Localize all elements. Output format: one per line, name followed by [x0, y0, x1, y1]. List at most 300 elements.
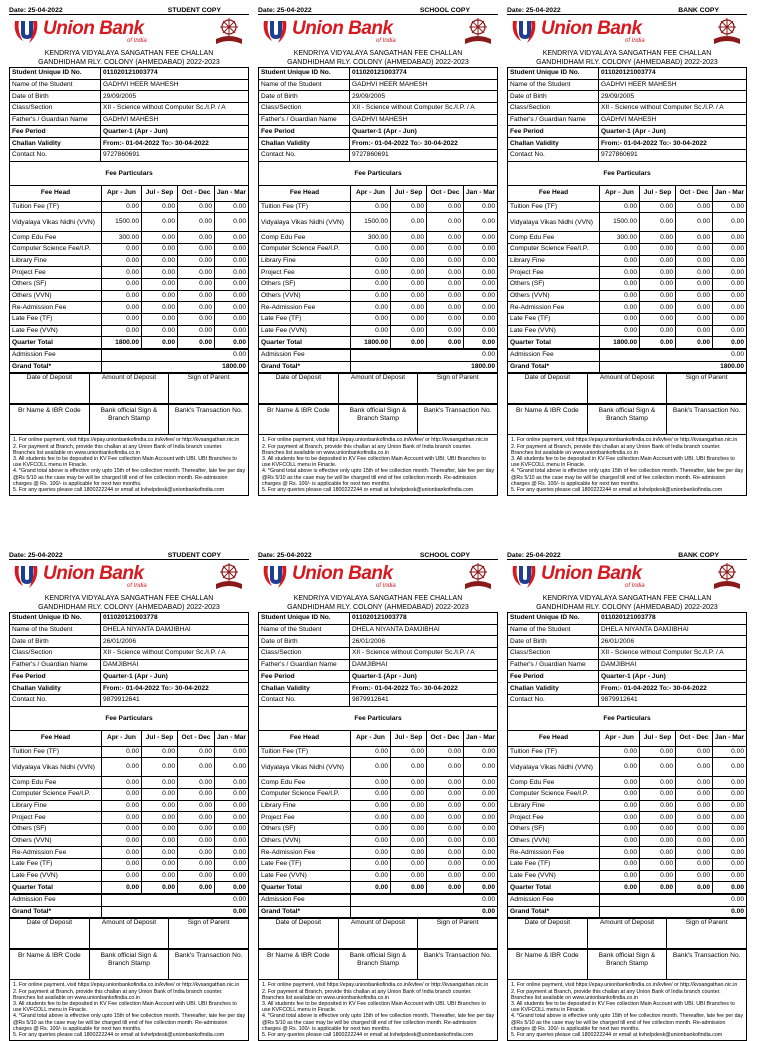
- guardian-value: DAMJIBHAI: [599, 659, 747, 671]
- fee-row: [508, 870, 747, 882]
- fee-amount: 0.00: [351, 314, 391, 326]
- fee-period-label: Fee Period: [10, 126, 101, 138]
- challan-top-line: [507, 551, 747, 560]
- admission-fee-label: Admission Fee: [259, 895, 351, 907]
- fee-table: [258, 185, 498, 350]
- fee-amount: 0.00: [427, 812, 464, 824]
- q4-header: Jan - Mar: [215, 730, 249, 746]
- date-of-deposit-label: Date of Deposit: [259, 919, 339, 949]
- kvs-emblem-icon: [213, 562, 245, 592]
- fee-row: [259, 870, 498, 882]
- fee-amount: 0.00: [391, 812, 427, 824]
- instructions-notes: [507, 435, 747, 496]
- fee-amount: 0.00: [640, 213, 676, 232]
- fee-amount: 0.00: [351, 788, 391, 800]
- grand-total-value: 0.00: [600, 906, 747, 918]
- fee-row: [508, 746, 747, 758]
- fee-head-name: Library Fine: [508, 800, 600, 812]
- header-line-1: KENDRIYA VIDYALAYA SANGATHAN FEE CHALLAN: [542, 50, 712, 57]
- totals-table: [258, 349, 498, 373]
- fee-table-header: [10, 730, 249, 746]
- note-4: 4. *Grand total above is effective only upto 15th of fee collection month. Thereafter, late fee per day @Rs 5/10 as the case may be will be charged till end of fee collection month. Re-admission charges @ Rs. 100/- is applicable for next two months.: [511, 1013, 744, 1032]
- fee-head-name: Late Fee (TF): [10, 859, 102, 871]
- fee-head-header: Fee Head: [10, 185, 102, 201]
- fee-amount: 0.00: [640, 201, 676, 213]
- fee-amount: 0.00: [676, 746, 713, 758]
- fee-head-name: Computer Science Fee/I.P.: [10, 788, 102, 800]
- note-1: 1. For online payment, visit https://epay.unionbankofindia.co.in/kvfee/ or http://kvsangathan.nic.in: [511, 437, 738, 444]
- validity-value: From:- 01-04-2022 To:- 30-04-2022: [101, 683, 249, 695]
- quarter-total-q1: 1800.00: [102, 337, 142, 349]
- header-line-2: GANDHIDHAM RLY. COLONY (AHMEDABAD) 2022-2023: [536, 604, 718, 611]
- fee-amount: 0.00: [713, 290, 747, 302]
- fee-amount: 300.00: [102, 232, 142, 244]
- bank-use-table: [9, 404, 249, 435]
- fee-row: [10, 243, 249, 255]
- fee-amount: 0.00: [142, 800, 178, 812]
- admission-fee-label: Admission Fee: [10, 895, 102, 907]
- fee-head-name: Library Fine: [259, 800, 351, 812]
- fee-amount: 0.00: [351, 278, 391, 290]
- quarter-total-q3: 0.00: [427, 882, 464, 894]
- bank-sign-label: Bank official Sign & Branch Stamp: [89, 405, 169, 435]
- student-info-table: [258, 67, 498, 162]
- fee-amount: 0.00: [600, 788, 640, 800]
- fee-amount: 0.00: [178, 243, 215, 255]
- fee-row: [259, 201, 498, 213]
- fee-row: [508, 777, 747, 789]
- name-label: Name of the Student: [10, 79, 101, 91]
- bank-txn-label: Bank's Transaction No.: [418, 950, 498, 980]
- uid-label: Student Unique ID No.: [10, 68, 101, 80]
- fee-head-header: Fee Head: [508, 185, 600, 201]
- grand-total-value: 1800.00: [600, 361, 747, 373]
- fee-amount: 0.00: [102, 777, 142, 789]
- fee-amount: 0.00: [178, 800, 215, 812]
- fee-row: [259, 255, 498, 267]
- fee-challan: [507, 551, 747, 1041]
- fee-amount: 0.00: [427, 835, 464, 847]
- fee-row: [508, 201, 747, 213]
- contact-value: 9727860691: [101, 149, 249, 161]
- fee-row: [10, 835, 249, 847]
- q2-header: Jul - Sep: [391, 185, 427, 201]
- fee-head-name: Others (SF): [508, 278, 600, 290]
- fee-amount: 0.00: [391, 278, 427, 290]
- fee-amount: 0.00: [351, 823, 391, 835]
- logo-row: [507, 15, 747, 49]
- fee-row: [508, 835, 747, 847]
- q3-header: Oct - Dec: [676, 185, 713, 201]
- bank-name: Union Bank: [43, 18, 144, 39]
- fee-amount: 0.00: [600, 823, 640, 835]
- header-line-1: KENDRIYA VIDYALAYA SANGATHAN FEE CHALLAN: [542, 595, 712, 602]
- fee-period-label: Fee Period: [10, 671, 101, 683]
- fee-row: [508, 800, 747, 812]
- fee-head-name: Vidyalaya Vikas Nidhi (VVN): [10, 213, 102, 232]
- quarter-total-q4: 0.00: [464, 882, 498, 894]
- fee-amount: 0.00: [676, 325, 713, 337]
- fee-amount: 0.00: [713, 278, 747, 290]
- fee-amount: 0.00: [427, 201, 464, 213]
- name-value: GADHVI HEER MAHESH: [350, 79, 498, 91]
- fee-period-label: Fee Period: [508, 126, 599, 138]
- fee-period-value: Quarter-1 (Apr - Jun): [350, 126, 498, 138]
- uid-value: 011020121003778: [350, 613, 498, 625]
- fee-amount: 0.00: [427, 290, 464, 302]
- fee-particulars-heading: Fee Particulars: [258, 162, 498, 185]
- validity-label: Challan Validity: [508, 138, 599, 150]
- fee-table: [507, 185, 747, 350]
- challan-header: [9, 49, 249, 67]
- dob-value: 26/01/2006: [599, 636, 747, 648]
- fee-head-header: Fee Head: [259, 730, 351, 746]
- name-value: GADHVI HEER MAHESH: [599, 79, 747, 91]
- bank-txn-label: Bank's Transaction No.: [169, 950, 249, 980]
- fee-head-name: Tuition Fee (TF): [508, 746, 600, 758]
- dob-label: Date of Birth: [259, 636, 350, 648]
- bank-sub: of India: [376, 583, 396, 589]
- fee-amount: 0.00: [676, 267, 713, 279]
- note-2: 2. For payment at Branch, provide this challan at any Union Bank of India branch counter. Branches list available on www.unionbankofindia.co.in: [511, 988, 721, 1001]
- totals-table: [9, 894, 249, 918]
- fee-amount: 0.00: [142, 758, 178, 777]
- fee-head-name: Comp Edu Fee: [10, 232, 102, 244]
- fee-amount: 0.00: [640, 290, 676, 302]
- fee-amount: 0.00: [464, 800, 498, 812]
- challan-top-line: [9, 551, 249, 560]
- br-name-label: Br Name & IBR Code: [10, 405, 90, 435]
- dob-value: 29/09/2005: [599, 91, 747, 103]
- dob-label: Date of Birth: [10, 636, 101, 648]
- contact-value: 9727860691: [350, 149, 498, 161]
- grand-total-label: Grand Total*: [508, 361, 600, 373]
- fee-amount: 0.00: [391, 290, 427, 302]
- fee-row: [259, 267, 498, 279]
- fee-table: [258, 730, 498, 895]
- fee-head-header: Fee Head: [10, 730, 102, 746]
- note-1: 1. For online payment, visit https://epay.unionbankofindia.co.in/kvfee/ or http://kvsangathan.nic.in: [262, 982, 489, 989]
- fee-head-name: Project Fee: [259, 812, 351, 824]
- fee-amount: 0.00: [142, 788, 178, 800]
- fee-amount: 0.00: [713, 788, 747, 800]
- fee-head-name: Late Fee (TF): [259, 314, 351, 326]
- quarter-total-row: [10, 882, 249, 894]
- class-value: XII - Science without Computer Sc./I.P. / A: [101, 648, 249, 660]
- uid-label: Student Unique ID No.: [508, 68, 599, 80]
- fee-row: [508, 847, 747, 859]
- q3-header: Oct - Dec: [676, 730, 713, 746]
- q2-header: Jul - Sep: [640, 730, 676, 746]
- grand-total-value: 1800.00: [102, 361, 249, 373]
- note-2: 2. For payment at Branch, provide this challan at any Union Bank of India branch counter. Branches list available on www.unionbankofindia.co.in: [13, 988, 223, 1001]
- union-bank-logo-icon: [260, 17, 290, 45]
- fee-head-name: Others (VVN): [10, 290, 102, 302]
- admission-fee-label: Admission Fee: [259, 350, 351, 362]
- fee-amount: 0.00: [676, 859, 713, 871]
- quarter-total-q2: 0.00: [142, 882, 178, 894]
- amount-of-deposit-label: Amount of Deposit: [587, 919, 667, 949]
- challan-header: [258, 49, 498, 67]
- fee-head-name: Comp Edu Fee: [10, 777, 102, 789]
- class-value: XII - Science without Computer Sc./I.P. / A: [599, 103, 747, 115]
- kvs-emblem-icon: [462, 17, 494, 47]
- deposit-table: [258, 373, 498, 404]
- date-of-deposit-label: Date of Deposit: [508, 374, 588, 404]
- bank-name: Union Bank: [292, 563, 393, 584]
- guardian-value: GADHVI MAHESH: [350, 114, 498, 126]
- fee-amount: 0.00: [640, 314, 676, 326]
- note-1: 1. For online payment, visit https://epay.unionbankofindia.co.in/kvfee/ or http://kvsangathan.nic.in: [511, 982, 738, 989]
- fee-amount: 0.00: [391, 201, 427, 213]
- fee-row: [259, 847, 498, 859]
- logo-row: [258, 15, 498, 49]
- fee-amount: 0.00: [102, 859, 142, 871]
- fee-amount: 0.00: [464, 823, 498, 835]
- fee-challan: [258, 551, 498, 1041]
- note-4: 4. *Grand total above is effective only upto 15th of fee collection month. Thereafter, late fee per day @Rs 5/10 as the case may be will be charged till end of fee collection month. Re-admission charges @ Rs. 100/- is applicable for next two months.: [262, 468, 495, 487]
- challan-date: Date: 25-04-2022: [258, 552, 312, 559]
- fee-amount: 0.00: [178, 777, 215, 789]
- fee-amount: 0.00: [600, 777, 640, 789]
- fee-amount: 0.00: [713, 213, 747, 232]
- fee-head-name: Late Fee (VVN): [10, 870, 102, 882]
- fee-amount: 0.00: [102, 243, 142, 255]
- quarter-total-q2: 0.00: [640, 337, 676, 349]
- fee-head-name: Late Fee (TF): [508, 859, 600, 871]
- quarter-total-q3: 0.00: [676, 337, 713, 349]
- fee-challan: [9, 6, 249, 496]
- quarter-total-q4: 0.00: [464, 337, 498, 349]
- fee-amount: 0.00: [142, 823, 178, 835]
- fee-amount: 0.00: [142, 314, 178, 326]
- fee-amount: 0.00: [427, 255, 464, 267]
- fee-head-name: Late Fee (VVN): [259, 325, 351, 337]
- fee-head-name: Computer Science Fee/I.P.: [10, 243, 102, 255]
- fee-head-name: Late Fee (VVN): [259, 870, 351, 882]
- fee-amount: 0.00: [178, 302, 215, 314]
- fee-head-name: Others (VVN): [508, 290, 600, 302]
- fee-amount: 0.00: [464, 870, 498, 882]
- grand-total-label: Grand Total*: [508, 906, 600, 918]
- fee-head-name: Library Fine: [508, 255, 600, 267]
- fee-head-name: Vidyalaya Vikas Nidhi (VVN): [10, 758, 102, 777]
- fee-row: [508, 758, 747, 777]
- bank-name: Union Bank: [292, 18, 393, 39]
- fee-amount: 0.00: [640, 800, 676, 812]
- fee-amount: 0.00: [640, 243, 676, 255]
- challan-top-line: [258, 551, 498, 560]
- guardian-label: Father's / Guardian Name: [508, 659, 599, 671]
- fee-amount: 0.00: [142, 812, 178, 824]
- fee-amount: 0.00: [640, 278, 676, 290]
- fee-amount: 0.00: [178, 788, 215, 800]
- fee-head-name: Computer Science Fee/I.P.: [508, 788, 600, 800]
- fee-amount: 0.00: [427, 278, 464, 290]
- fee-amount: 0.00: [391, 800, 427, 812]
- fee-amount: 0.00: [600, 325, 640, 337]
- student-info-table: [9, 67, 249, 162]
- fee-amount: 0.00: [676, 278, 713, 290]
- fee-row: [259, 232, 498, 244]
- fee-head-name: Re-Admission Fee: [508, 847, 600, 859]
- fee-amount: 0.00: [178, 847, 215, 859]
- note-3: 3. All students fee to be deposited in KV Fee collection Main Account with UBI. UBI Branches to use KVFCOLL menu in Finacle.: [13, 1001, 237, 1014]
- fee-head-name: Re-Admission Fee: [10, 847, 102, 859]
- fee-head-name: Tuition Fee (TF): [10, 201, 102, 213]
- fee-amount: 0.00: [178, 835, 215, 847]
- fee-head-header: Fee Head: [259, 185, 351, 201]
- grand-total-label: Grand Total*: [259, 906, 351, 918]
- quarter-total-q3: 0.00: [178, 882, 215, 894]
- quarter-total-q2: 0.00: [142, 337, 178, 349]
- totals-table: [9, 349, 249, 373]
- contact-label: Contact No.: [10, 149, 101, 161]
- fee-particulars-heading: Fee Particulars: [507, 162, 747, 185]
- challan-header: [507, 49, 747, 67]
- fee-amount: 0.00: [215, 232, 249, 244]
- fee-amount: 0.00: [713, 201, 747, 213]
- fee-amount: 0.00: [215, 788, 249, 800]
- grand-total-label: Grand Total*: [10, 361, 102, 373]
- contact-label: Contact No.: [259, 149, 350, 161]
- fee-amount: 0.00: [713, 823, 747, 835]
- deposit-table: [258, 918, 498, 949]
- fee-row: [10, 847, 249, 859]
- date-of-deposit-label: Date of Deposit: [259, 374, 339, 404]
- fee-amount: 0.00: [464, 267, 498, 279]
- fee-head-name: Library Fine: [10, 800, 102, 812]
- fee-amount: 0.00: [464, 302, 498, 314]
- header-line-2: GANDHIDHAM RLY. COLONY (AHMEDABAD) 2022-2023: [536, 59, 718, 66]
- fee-row: [508, 302, 747, 314]
- fee-head-name: Late Fee (VVN): [10, 325, 102, 337]
- deposit-table: [9, 373, 249, 404]
- grand-total-value: 0.00: [351, 906, 498, 918]
- class-value: XII - Science without Computer Sc./I.P. / A: [350, 103, 498, 115]
- bank-use-table: [258, 949, 498, 980]
- fee-amount: 0.00: [427, 847, 464, 859]
- q1-header: Apr - Jun: [600, 730, 640, 746]
- fee-amount: 0.00: [713, 325, 747, 337]
- fee-amount: 0.00: [142, 232, 178, 244]
- fee-row: [10, 325, 249, 337]
- fee-head-name: Project Fee: [259, 267, 351, 279]
- grand-total-value: 1800.00: [351, 361, 498, 373]
- fee-period-value: Quarter-1 (Apr - Jun): [101, 671, 249, 683]
- fee-amount: 0.00: [464, 777, 498, 789]
- note-2: 2. For payment at Branch, provide this challan at any Union Bank of India branch counter. Branches list available on www.unionbankofindia.co.in: [511, 443, 721, 456]
- fee-amount: 0.00: [102, 800, 142, 812]
- quarter-total-label: Quarter Total: [259, 337, 351, 349]
- quarter-total-q4: 0.00: [713, 337, 747, 349]
- fee-amount: 0.00: [427, 758, 464, 777]
- fee-amount: 0.00: [464, 812, 498, 824]
- fee-table: [507, 730, 747, 895]
- header-line-2: GANDHIDHAM RLY. COLONY (AHMEDABAD) 2022-2023: [287, 604, 469, 611]
- sign-of-parent-label: Sign of Parent: [418, 374, 498, 404]
- fee-amount: 0.00: [351, 777, 391, 789]
- fee-amount: 0.00: [215, 267, 249, 279]
- admission-fee-value: 0.00: [102, 895, 249, 907]
- fee-amount: 0.00: [215, 255, 249, 267]
- fee-period-value: Quarter-1 (Apr - Jun): [101, 126, 249, 138]
- challan-date: Date: 25-04-2022: [9, 552, 63, 559]
- logo-row: [9, 560, 249, 594]
- fee-amount: 0.00: [464, 847, 498, 859]
- instructions-notes: [507, 980, 747, 1041]
- fee-amount: 0.00: [351, 325, 391, 337]
- fee-amount: 0.00: [427, 823, 464, 835]
- fee-amount: 0.00: [640, 758, 676, 777]
- fee-amount: 0.00: [215, 870, 249, 882]
- fee-period-label: Fee Period: [508, 671, 599, 683]
- quarter-total-label: Quarter Total: [259, 882, 351, 894]
- br-name-label: Br Name & IBR Code: [508, 950, 588, 980]
- fee-amount: 0.00: [178, 859, 215, 871]
- fee-amount: 0.00: [676, 800, 713, 812]
- fee-amount: 0.00: [640, 859, 676, 871]
- guardian-label: Father's / Guardian Name: [259, 659, 350, 671]
- validity-value: From:- 01-04-2022 To:- 30-04-2022: [350, 138, 498, 150]
- q2-header: Jul - Sep: [640, 185, 676, 201]
- fee-amount: 0.00: [640, 812, 676, 824]
- fee-table-header: [259, 730, 498, 746]
- q4-header: Jan - Mar: [713, 730, 747, 746]
- note-1: 1. For online payment, visit https://epay.unionbankofindia.co.in/kvfee/ or http://kvsangathan.nic.in: [262, 437, 489, 444]
- q4-header: Jan - Mar: [464, 730, 498, 746]
- admission-fee-label: Admission Fee: [508, 895, 600, 907]
- fee-row: [10, 800, 249, 812]
- deposit-table: [9, 918, 249, 949]
- fee-row: [10, 823, 249, 835]
- fee-row: [10, 746, 249, 758]
- quarter-total-q2: 0.00: [391, 882, 427, 894]
- note-3: 3. All students fee to be deposited in KV Fee collection Main Account with UBI. UBI Branches to use KVFCOLL menu in Finacle.: [262, 456, 486, 469]
- copy-label: SCHOOL COPY: [419, 7, 470, 14]
- fee-row: [10, 788, 249, 800]
- name-value: DHELA NIYANTA DAMJIBHAI: [101, 624, 249, 636]
- fee-amount: 0.00: [427, 267, 464, 279]
- fee-amount: 0.00: [102, 823, 142, 835]
- contact-value: 9879912641: [599, 694, 747, 706]
- fee-amount: 0.00: [427, 870, 464, 882]
- fee-amount: 0.00: [142, 278, 178, 290]
- fee-row: [259, 243, 498, 255]
- fee-amount: 0.00: [351, 201, 391, 213]
- dob-label: Date of Birth: [508, 636, 599, 648]
- fee-amount: 0.00: [178, 213, 215, 232]
- challan-header: [258, 594, 498, 612]
- fee-particulars-heading: Fee Particulars: [507, 707, 747, 730]
- fee-amount: 0.00: [676, 777, 713, 789]
- fee-amount: 0.00: [102, 788, 142, 800]
- guardian-value: GADHVI MAHESH: [599, 114, 747, 126]
- uid-label: Student Unique ID No.: [259, 68, 350, 80]
- fee-table: [9, 730, 249, 895]
- fee-head-name: Others (SF): [10, 823, 102, 835]
- copy-label: BANK COPY: [678, 7, 719, 14]
- fee-row: [508, 325, 747, 337]
- fee-amount: 0.00: [215, 302, 249, 314]
- fee-head-name: Re-Admission Fee: [259, 302, 351, 314]
- fee-amount: 0.00: [713, 870, 747, 882]
- fee-amount: 0.00: [600, 859, 640, 871]
- contact-label: Contact No.: [259, 694, 350, 706]
- quarter-total-q1: 0.00: [600, 882, 640, 894]
- fee-amount: 0.00: [600, 758, 640, 777]
- fee-amount: 0.00: [178, 255, 215, 267]
